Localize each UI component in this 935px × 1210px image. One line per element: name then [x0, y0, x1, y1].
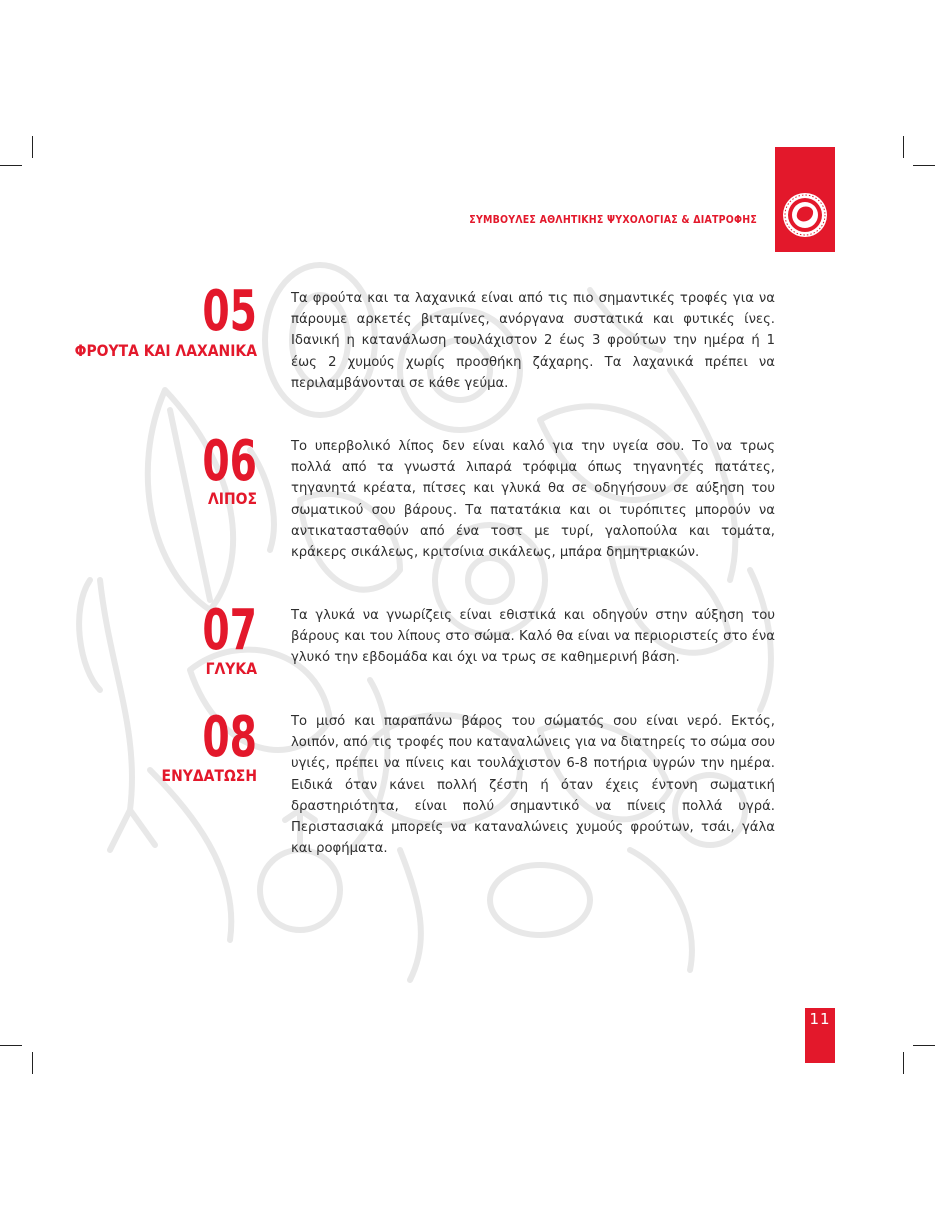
section-number: 08	[202, 705, 257, 770]
club-emblem-icon	[781, 191, 829, 239]
page-number-box	[805, 1008, 835, 1063]
section-title: ΛΙΠΟΣ	[207, 490, 257, 508]
section-number: 07	[202, 598, 257, 663]
section-body: Τα φρούτα και τα λαχανικά είναι από τις πιο σημαντικές τροφές για να πάρουμε αρκετές βιταμίνες, ανόργανα συστατικά και φυτικές ίνες. Ιδανική η κατανάλωση τουλάχιστον 2 έως 3 φρούτων την ημέρα ή 1 έως 2 χυμούς χωρίς προσθήκη ζάχαρης. Τα λαχανικά πρέπει να περιλαμβάνονται σε κάθε γεύμα.	[291, 291, 775, 391]
section-body: Το μισό και παραπάνω βάρος του σώματός σου είναι νερό. Εκτός, λοιπόν, από τις τροφές που καταναλώνεις για να διατηρείς το σώμα σου υγιές, πρέπει να πίνεις και τουλάχιστον 6-8 ποτήρια υγρών την ημέρα. Ειδικά όταν κάνει πολλή ζέστη ή όταν έχεις έντονη σωματική δραστηριότητα, είναι πολύ σημαντικό να πίνεις πολλά υγρά. Περιστασιακά μπορείς να καταναλώνεις χυμούς φρούτων, τσάι, γάλα και ροφήματα.	[291, 714, 775, 857]
section-title: ΕΝΥΔΑΤΩΣΗ	[161, 767, 257, 785]
section-title: ΓΛΥΚΑ	[205, 660, 257, 678]
section-title: ΦΡΟΥΤΑ ΚΑΙ ΛΑΧΑΝΙΚΑ	[74, 342, 257, 360]
section-body: Το υπερβολικό λίπος δεν είναι καλό για την υγεία σου. Το να τρως πολλά από τα γνωστά λιπαρά τρόφιμα όπως τηγανητές πατάτες, τηγανητά κρέατα, πίτσες και γλυκά θα σε οδηγήσουν σε αύξηση του σωματικού σου βάρους. Τα πατατάκια και οι τυρόπιτες μπορούν να αντικατασταθούν από ένα τοστ με τυρί, γαλοπούλα και τομάτα, κράκερς σικάλεως, κριτσίνια σικάλεως, μπάρα δημητριακών.	[291, 439, 775, 561]
page-number: 11	[809, 1010, 831, 1028]
header-logo-box	[775, 147, 835, 252]
section-number: 06	[202, 429, 257, 494]
section-number: 05	[202, 279, 257, 344]
header-title: ΣΥΜΒΟΥΛΕΣ ΑΘΛΗΤΙΚΗΣ ΨΥΧΟΛΟΓΙΑΣ & ΔΙΑΤΡΟΦΗΣ	[469, 214, 757, 226]
section-body: Τα γλυκά να γνωρίζεις είναι εθιστικά και οδηγούν στην αύξηση του βάρους και του λίπους στο σώμα. Καλό θα είναι να περιοριστείς στο ένα γλυκό την εβδομάδα και όχι να τρως σε καθημερινή βάση.	[291, 608, 775, 666]
